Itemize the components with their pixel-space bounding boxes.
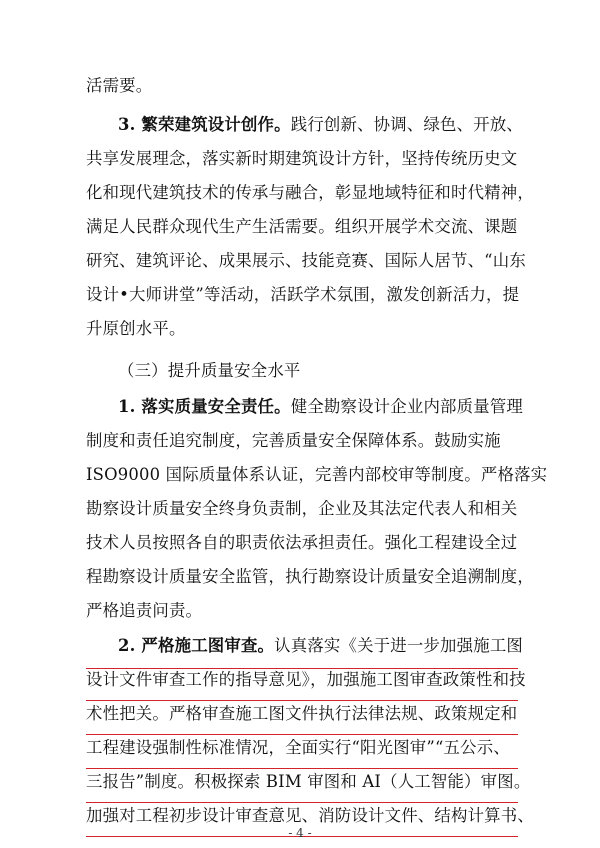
red-underline <box>86 734 518 735</box>
text-line-13: 勘察设计质量安全终身负责制，企业及其法定代表人和相关 <box>86 499 518 518</box>
text-line-19: 术性把关。严格审查施工图文件执行法律法规、政策规定和 <box>86 704 518 723</box>
text-line-14: 技术人员按照各自的职责依法承担责任。强化工程建设全过 <box>86 533 518 552</box>
text-line-22: 加强对工程初步设计审查意见、消防设计文件、结构计算书、 <box>86 806 534 825</box>
red-underline <box>86 768 518 769</box>
text-line-7: 设计•大师讲堂”等活动，活跃学术氛围，激发创新活力，提 <box>86 285 520 304</box>
text-line-16: 严格追责问责。 <box>86 601 203 620</box>
heading-item-1: 1. 落实质量安全责任。健全勘察设计企业内部质量管理 <box>118 397 524 416</box>
section-heading: （三）提升质量安全水平 <box>118 361 301 380</box>
item-title: 2. 严格施工图审查。 <box>118 636 275 655</box>
text-line-12: ISO9000 国际质量体系认证，完善内部校审等制度。严格落实 <box>86 465 548 484</box>
text-line-6: 研究、建筑评论、成果展示、技能竞赛、国际人居节、“山东 <box>86 251 526 270</box>
text-line-4: 化和现代建筑技术的传承与融合，彰显地域特征和时代精神， <box>86 183 534 202</box>
item-title: 1. 落实质量安全责任。 <box>118 397 291 416</box>
text-line-8: 升原创水平。 <box>86 319 186 338</box>
text-line-1: 活需要。 <box>86 76 153 95</box>
red-underline <box>86 700 518 701</box>
red-underline <box>86 668 518 669</box>
text-line-11: 制度和责任追究制度，完善质量安全保障体系。鼓励实施 <box>86 431 501 450</box>
red-underline <box>86 802 518 803</box>
heading-item-2: 2. 严格施工图审查。认真落实《关于进一步加强施工图 <box>118 636 524 655</box>
text-line-3: 共享发展理念，落实新时期建筑设计方针，坚持传统历史文 <box>86 149 518 168</box>
text-line-20: 工程建设强制性标准情况，全面实行“阳光图审”“五公示、 <box>86 738 510 757</box>
heading-item-3: 3. 繁荣建筑设计创作。践行创新、协调、绿色、开放、 <box>118 115 524 134</box>
page-number: - 4 - <box>288 826 312 840</box>
text-line-21: 三报告”制度。积极探索 BIM 审图和 AI（人工智能）审图。 <box>86 772 531 791</box>
text-line-15: 程勘察设计质量安全监管，执行勘察设计质量安全追溯制度， <box>86 567 534 586</box>
text-line-18: 设计文件审查工作的指导意见》，加强施工图审查政策性和技 <box>86 670 526 689</box>
text-line-5: 满足人民群众现代生产生活需要。组织开展学术交流、课题 <box>86 217 518 236</box>
item-title: 3. 繁荣建筑设计创作。 <box>118 115 291 134</box>
